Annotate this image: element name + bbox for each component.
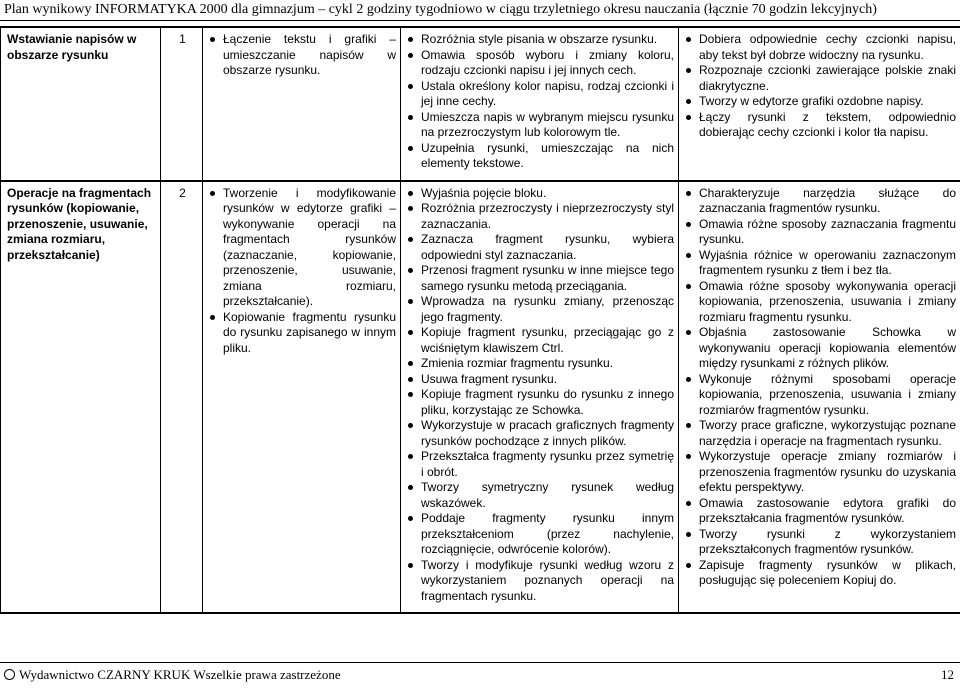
list-item: Rozróżnia style pisania w obszarze rysunku. — [407, 32, 674, 48]
basic-requirements-list — [407, 186, 674, 605]
list-item: Umieszcza napis w wybranym miejscu rysunku na przezroczystym lub kolorowym tle. — [407, 110, 674, 141]
hours-cell: 1 — [161, 27, 203, 181]
list-item: Łączenie tekstu i grafiki – umieszczanie napisów w obszarze rysunku. — [209, 32, 396, 79]
extended-requirements-list — [685, 32, 956, 141]
copyright-icon — [4, 669, 15, 680]
list-item: Tworzy symetryczny rysunek według wskazówek. — [407, 480, 674, 511]
list-item: Rozróżnia przezroczysty i nieprzezroczysty styl zaznaczania. — [407, 201, 674, 232]
list-item: Zmienia rozmiar fragmentu rysunku. — [407, 356, 674, 372]
list-item: Przekształca fragmenty rysunku przez symetrię i obrót. — [407, 449, 674, 480]
hours-cell: 2 — [161, 181, 203, 614]
list-item: Tworzy w edytorze grafiki ozdobne napisy. — [685, 94, 956, 110]
list-item: Charakteryzuje narzędzia służące do zaznaczania fragmentów rysunku. — [685, 186, 956, 217]
list-item: Tworzy i modyfikuje rysunki według wzoru z wykorzystaniem poznanych operacji na fragmentach rysunku. — [407, 558, 674, 605]
table-row — [1, 27, 960, 181]
list-item: Omawia sposób wyboru i zmiany koloru, rodzaju czcionki napisu i jej innych cech. — [407, 48, 674, 79]
extended-requirements-list — [685, 186, 956, 589]
list-item: Objaśnia zastosowanie Schowka w wykonywaniu operacji kopiowania elementów między rysunkami z różnych plików. — [685, 325, 956, 372]
list-item: Usuwa fragment rysunku. — [407, 372, 674, 388]
list-item: Wyjaśnia pojęcie bloku. — [407, 186, 674, 202]
list-item: Poddaje fragmenty rysunku innym przekształceniom (przez nachylenie, rozciągnięcie, odwrócenie kolorów). — [407, 511, 674, 558]
list-item: Wprowadza na rysunku zmiany, przenosząc jego fragmenty. — [407, 294, 674, 325]
extended-requirements-cell — [679, 181, 960, 614]
copyright-text: Wydawnictwo CZARNY KRUK Wszelkie prawa zastrzeżone — [19, 667, 341, 682]
basic-requirements-list — [407, 32, 674, 172]
list-item: Wyjaśnia różnice w operowaniu zaznaczonym fragmentem rysunku z tłem i bez tła. — [685, 248, 956, 279]
page-footer — [0, 662, 960, 689]
list-item: Łączy rysunki z tekstem, odpowiednio dobierając cechy czcionki i kolor tła napisu. — [685, 110, 956, 141]
page-header: Plan wynikowy INFORMATYKA 2000 dla gimnazjum – cykl 2 godziny tygodniowo w ciągu trzyletniego okresu nauczania (łącznie 70 godzin lekcyjnych) — [0, 0, 960, 21]
topic-cell: Wstawianie napisów w obszarze rysunku — [1, 27, 161, 181]
curriculum-table — [0, 26, 960, 614]
list-item: Kopiuje fragment rysunku do rysunku z innego pliku, korzystając ze Schowka. — [407, 387, 674, 418]
list-item: Kopiowanie fragmentu rysunku do rysunku zapisanego w innym pliku. — [209, 310, 396, 357]
content-cell — [203, 27, 401, 181]
list-item: Wykorzystuje operacje zmiany rozmiarów i przenoszenia fragmentów rysunku do uzyskania efektu perspektywy. — [685, 449, 956, 496]
table-row — [1, 181, 960, 614]
copyright-notice — [4, 663, 341, 687]
content-list — [209, 32, 396, 79]
list-item: Wykonuje różnymi sposobami operacje kopiowania, przenoszenia, usuwania i zmiany rozmiarów fragmentów rysunku. — [685, 372, 956, 419]
list-item: Rozpoznaje czcionki zawierające polskie znaki diakrytyczne. — [685, 63, 956, 94]
list-item: Omawia różne sposoby zaznaczania fragmentu rysunku. — [685, 217, 956, 248]
list-item: Kopiuje fragment rysunku, przeciągając go z wciśniętym klawiszem Ctrl. — [407, 325, 674, 356]
extended-requirements-cell — [679, 27, 960, 181]
list-item: Tworzy rysunki z wykorzystaniem przekształconych fragmentów rysunków. — [685, 527, 956, 558]
list-item: Przenosi fragment rysunku w inne miejsce tego samego rysunku metodą przeciągania. — [407, 263, 674, 294]
basic-requirements-cell — [401, 181, 679, 614]
list-item: Dobiera odpowiednie cechy czcionki napisu, aby tekst był dobrze widoczny na rysunku. — [685, 32, 956, 63]
list-item: Ustala określony kolor napisu, rodzaj czcionki i jej inne cechy. — [407, 79, 674, 110]
list-item: Wykorzystuje w pracach graficznych fragmenty rysunków pochodzące z innych plików. — [407, 418, 674, 449]
list-item: Tworzy prace graficzne, wykorzystując poznane narzędzia i operacje na fragmentach rysunku. — [685, 418, 956, 449]
list-item: Zaznacza fragment rysunku, wybiera odpowiedni styl zaznaczania. — [407, 232, 674, 263]
list-item: Zapisuje fragmenty rysunków w plikach, posługując się poleceniem Kopiuj do. — [685, 558, 956, 589]
list-item: Omawia różne sposoby wykonywania operacji kopiowania, przenoszenia, usuwania i zmiany rozmiaru fragmentu rysunku. — [685, 279, 956, 326]
content-list — [209, 186, 396, 357]
list-item: Omawia zastosowanie edytora grafiki do przekształcania fragmentów rysunków. — [685, 496, 956, 527]
basic-requirements-cell — [401, 27, 679, 181]
page-number: 12 — [941, 663, 954, 687]
topic-cell: Operacje na fragmentach rysunków (kopiowanie, przenoszenie, usuwanie, zmiana rozmiaru, przekształcanie) — [1, 181, 161, 614]
list-item: Tworzenie i modyfikowanie rysunków w edytorze grafiki – wykonywanie operacji na fragmentach rysunków (zaznaczanie, kopiowanie, przenoszenie, usuwanie, zmiana rozmiaru, przekształcanie). — [209, 186, 396, 310]
list-item: Uzupełnia rysunki, umieszczając na nich elementy tekstowe. — [407, 141, 674, 172]
content-cell — [203, 181, 401, 614]
